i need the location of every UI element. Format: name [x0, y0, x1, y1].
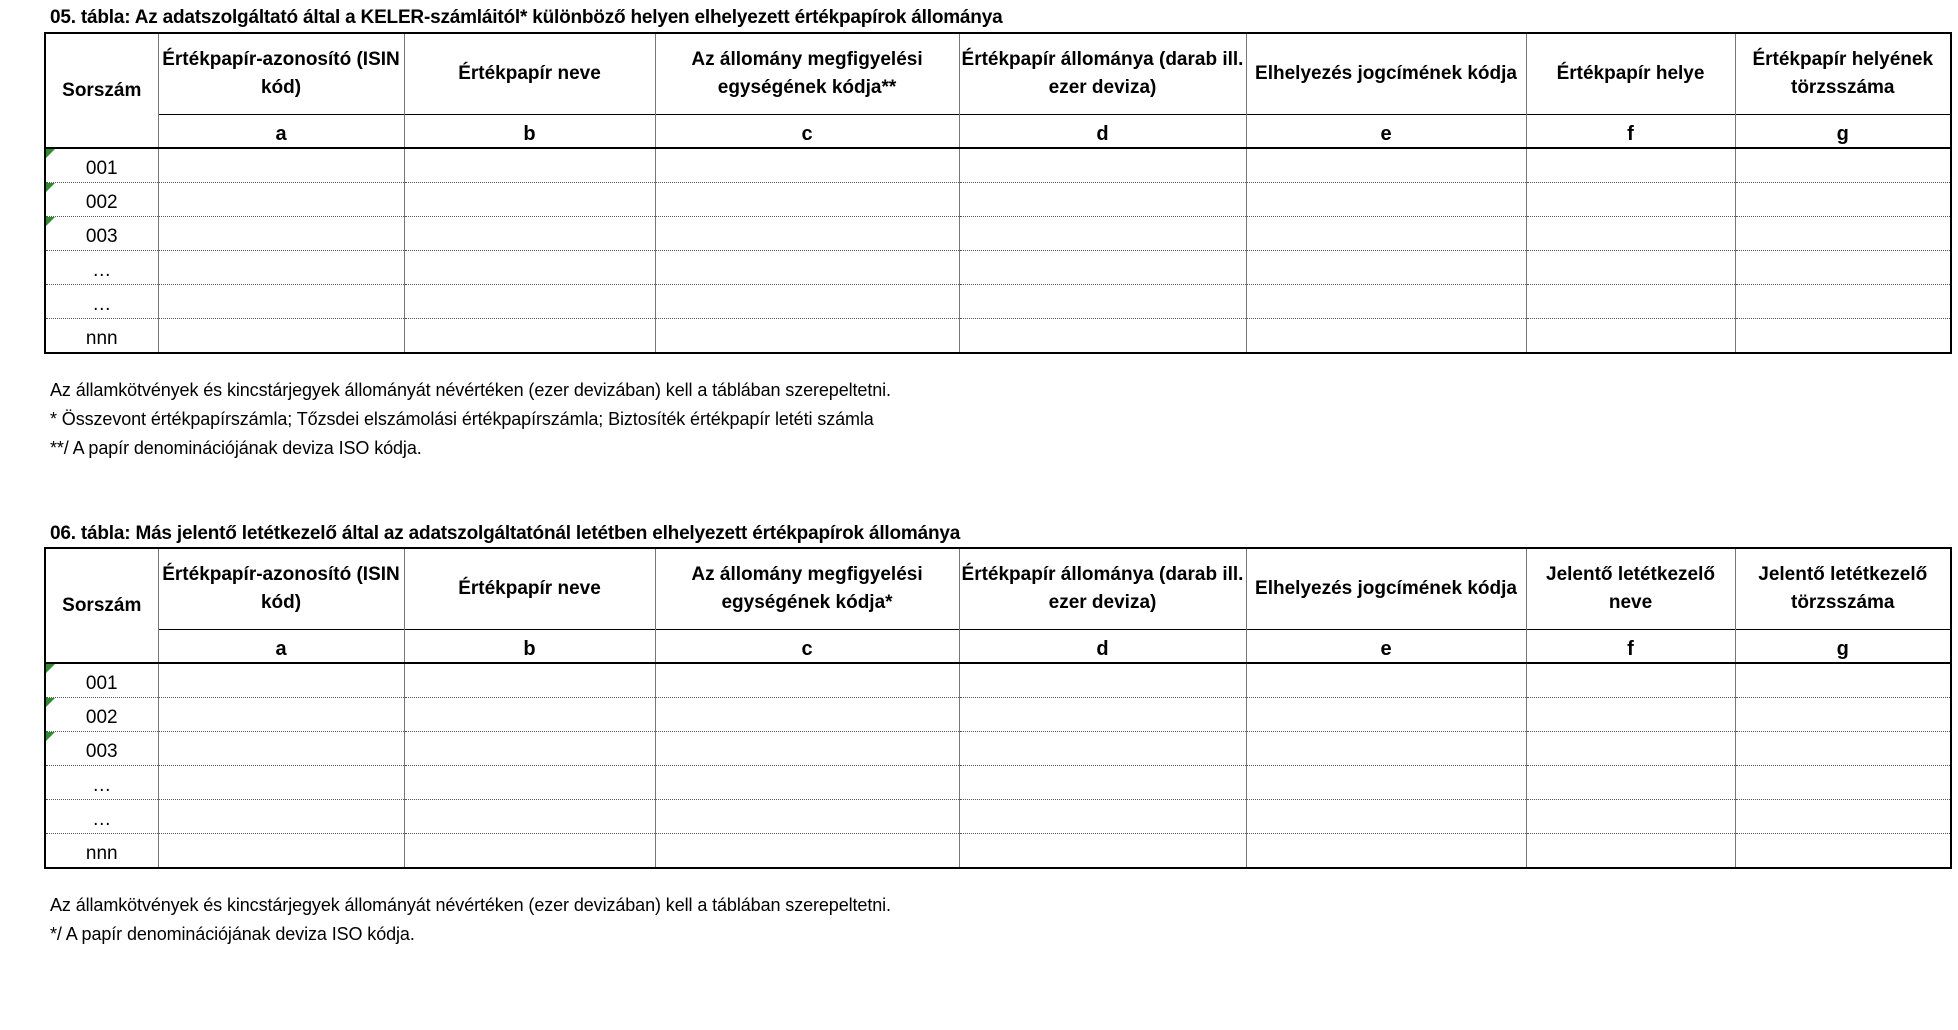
data-cell[interactable]	[959, 834, 1246, 869]
column-letter-e: e	[1246, 115, 1526, 149]
data-cell[interactable]	[959, 800, 1246, 834]
data-cell[interactable]	[1526, 834, 1735, 869]
data-cell[interactable]	[1246, 834, 1526, 869]
row-number	[45, 766, 158, 800]
row-number	[45, 148, 158, 183]
table-row	[45, 183, 1951, 217]
data-cell[interactable]	[1246, 800, 1526, 834]
data-cell[interactable]	[655, 285, 959, 319]
data-cell[interactable]	[1526, 251, 1735, 285]
data-cell[interactable]	[1526, 766, 1735, 800]
data-cell[interactable]	[1246, 766, 1526, 800]
data-cell[interactable]	[959, 766, 1246, 800]
data-cell[interactable]	[158, 319, 404, 354]
data-cell[interactable]	[655, 251, 959, 285]
row-number	[45, 217, 158, 251]
table-05-note-1: Az államkötvények és kincstárjegyek állományát névértéken (ezer devizában) kell a táblában szerepeltetni.	[50, 380, 891, 400]
header-security-location: Értékpapír helye	[1526, 33, 1735, 115]
data-cell[interactable]	[1526, 663, 1735, 698]
data-cell[interactable]	[655, 663, 959, 698]
data-cell[interactable]	[1526, 183, 1735, 217]
data-cell[interactable]	[158, 148, 404, 183]
header-custodian-registry-number: Jelentő letétkezelő törzsszáma	[1735, 548, 1951, 630]
column-letter-g: g	[1735, 115, 1951, 149]
data-cell[interactable]	[1526, 217, 1735, 251]
data-cell[interactable]	[1735, 319, 1951, 354]
data-cell[interactable]	[655, 766, 959, 800]
table-row	[45, 732, 1951, 766]
data-cell[interactable]	[404, 834, 655, 869]
note-indicator-icon	[46, 183, 55, 192]
data-cell[interactable]	[404, 148, 655, 183]
data-cell[interactable]	[404, 285, 655, 319]
table-row	[45, 698, 1951, 732]
row-number-label: nnn	[85, 843, 118, 864]
data-cell[interactable]	[959, 732, 1246, 766]
column-letter-g: g	[1735, 630, 1951, 664]
row-number	[45, 834, 158, 869]
row-number-label: 001	[85, 673, 118, 694]
data-cell[interactable]	[404, 698, 655, 732]
table-row	[45, 800, 1951, 834]
data-cell[interactable]	[158, 698, 404, 732]
note-indicator-icon	[46, 664, 55, 673]
data-cell[interactable]	[1735, 285, 1951, 319]
data-cell[interactable]	[959, 217, 1246, 251]
data-cell[interactable]	[1735, 663, 1951, 698]
data-cell[interactable]	[404, 766, 655, 800]
column-letter-a: a	[158, 630, 404, 664]
row-number-label: 001	[85, 158, 118, 179]
column-letter-f: f	[1526, 115, 1735, 149]
data-cell[interactable]	[959, 663, 1246, 698]
data-cell[interactable]	[404, 319, 655, 354]
row-number	[45, 251, 158, 285]
data-cell[interactable]	[158, 183, 404, 217]
table-row	[45, 319, 1951, 354]
header-sorszam: Sorszám	[45, 548, 158, 663]
data-cell[interactable]	[404, 183, 655, 217]
note-indicator-icon	[46, 732, 55, 741]
header-security-name: Értékpapír neve	[404, 33, 655, 115]
row-number-label: nnn	[85, 328, 118, 349]
data-cell[interactable]	[959, 285, 1246, 319]
header-placement-code: Elhelyezés jogcímének kódja	[1246, 33, 1526, 115]
header-location-registry-number: Értékpapír helyének törzsszáma	[1735, 33, 1951, 115]
data-cell[interactable]	[158, 251, 404, 285]
table-05	[44, 32, 1952, 354]
data-cell[interactable]	[158, 800, 404, 834]
column-letter-e: e	[1246, 630, 1526, 664]
row-number	[45, 732, 158, 766]
header-holdings: Értékpapír állománya (darab ill. ezer deviza)	[959, 33, 1246, 115]
table-06-title: 06. tábla: Más jelentő letétkezelő által az adatszolgáltatónál letétben elhelyezett értékpapírok állománya	[50, 523, 961, 544]
data-cell[interactable]	[158, 217, 404, 251]
table-row	[45, 217, 1951, 251]
data-cell[interactable]	[959, 251, 1246, 285]
table-05-note-2: * Összevont értékpapírszámla; Tőzsdei elszámolási értékpapírszámla; Biztosíték értékpapír letéti számla	[50, 409, 874, 429]
data-cell[interactable]	[404, 663, 655, 698]
table-05-title: 05. tábla: Az adatszolgáltató által a KELER-számláitól* különböző helyen elhelyezett értékpapírok állománya	[50, 7, 1003, 28]
note-indicator-icon	[46, 698, 55, 707]
data-cell[interactable]	[158, 766, 404, 800]
data-cell[interactable]	[1735, 148, 1951, 183]
column-letter-d: d	[959, 115, 1246, 149]
data-cell[interactable]	[1526, 698, 1735, 732]
data-cell[interactable]	[1246, 698, 1526, 732]
data-cell[interactable]	[1246, 217, 1526, 251]
row-number	[45, 183, 158, 217]
table-row	[45, 285, 1951, 319]
data-cell[interactable]	[959, 183, 1246, 217]
data-cell[interactable]	[1735, 834, 1951, 869]
table-06-note-2: */ A papír denominációjának deviza ISO kódja.	[50, 924, 415, 944]
column-letter-d: d	[959, 630, 1246, 664]
data-cell[interactable]	[1246, 732, 1526, 766]
data-cell[interactable]	[959, 698, 1246, 732]
data-cell[interactable]	[1246, 148, 1526, 183]
data-cell[interactable]	[1526, 319, 1735, 354]
header-holdings: Értékpapír állománya (darab ill. ezer deviza)	[959, 548, 1246, 630]
row-number-label: 003	[85, 741, 118, 762]
table-05-note-3: **/ A papír denominációjának deviza ISO kódja.	[50, 438, 422, 458]
row-number	[45, 800, 158, 834]
data-cell[interactable]	[1735, 732, 1951, 766]
row-number	[45, 285, 158, 319]
header-sorszam: Sorszám	[45, 33, 158, 148]
data-cell[interactable]	[1526, 285, 1735, 319]
table-row	[45, 766, 1951, 800]
data-cell[interactable]	[1735, 217, 1951, 251]
header-isin: Értékpapír-azonosító (ISIN kód)	[158, 548, 404, 630]
row-number	[45, 698, 158, 732]
note-indicator-icon	[46, 149, 55, 158]
column-letter-b: b	[404, 630, 655, 664]
note-indicator-icon	[46, 217, 55, 226]
data-cell[interactable]	[404, 732, 655, 766]
row-number-label: …	[92, 809, 112, 830]
data-cell[interactable]	[404, 217, 655, 251]
data-cell[interactable]	[1246, 663, 1526, 698]
row-number	[45, 319, 158, 354]
header-observation-unit-code: Az állomány megfigyelési egységének kódja**	[655, 33, 959, 115]
header-security-name: Értékpapír neve	[404, 548, 655, 630]
data-cell[interactable]	[158, 732, 404, 766]
data-cell[interactable]	[1246, 285, 1526, 319]
data-cell[interactable]	[158, 663, 404, 698]
data-cell[interactable]	[1735, 183, 1951, 217]
data-cell[interactable]	[655, 834, 959, 869]
data-cell[interactable]	[1735, 766, 1951, 800]
table-row	[45, 834, 1951, 869]
table-row	[45, 663, 1951, 698]
data-cell[interactable]	[959, 319, 1246, 354]
data-cell[interactable]	[1526, 732, 1735, 766]
data-cell[interactable]	[655, 732, 959, 766]
data-cell[interactable]	[1246, 319, 1526, 354]
data-cell[interactable]	[1735, 800, 1951, 834]
data-cell[interactable]	[1246, 183, 1526, 217]
data-cell[interactable]	[158, 285, 404, 319]
data-cell[interactable]	[404, 800, 655, 834]
data-cell[interactable]	[158, 834, 404, 869]
data-cell[interactable]	[1246, 251, 1526, 285]
table-06-note-1: Az államkötvények és kincstárjegyek állományát névértéken (ezer devizában) kell a táblában szerepeltetni.	[50, 895, 891, 915]
header-observation-unit-code: Az állomány megfigyelési egységének kódja*	[655, 548, 959, 630]
data-cell[interactable]	[1526, 148, 1735, 183]
row-number-label: …	[92, 260, 112, 281]
data-cell[interactable]	[959, 148, 1246, 183]
data-cell[interactable]	[655, 800, 959, 834]
column-letter-f: f	[1526, 630, 1735, 664]
column-letter-c: c	[655, 115, 959, 149]
data-cell[interactable]	[655, 148, 959, 183]
data-cell[interactable]	[655, 319, 959, 354]
data-cell[interactable]	[1526, 800, 1735, 834]
table-row	[45, 251, 1951, 285]
column-letter-b: b	[404, 115, 655, 149]
column-letter-c: c	[655, 630, 959, 664]
data-cell[interactable]	[404, 251, 655, 285]
data-cell[interactable]	[1735, 251, 1951, 285]
data-cell[interactable]	[1735, 698, 1951, 732]
table-row	[45, 148, 1951, 183]
row-number-label: 002	[85, 192, 118, 213]
row-number-label: 002	[85, 707, 118, 728]
column-letter-a: a	[158, 115, 404, 149]
row-number-label: …	[92, 294, 112, 315]
row-number	[45, 663, 158, 698]
row-number-label: …	[92, 775, 112, 796]
header-custodian-name: Jelentő letétkezelő neve	[1526, 548, 1735, 630]
table-06	[44, 547, 1952, 869]
header-placement-code: Elhelyezés jogcímének kódja	[1246, 548, 1526, 630]
row-number-label: 003	[85, 226, 118, 247]
data-cell[interactable]	[655, 183, 959, 217]
header-isin: Értékpapír-azonosító (ISIN kód)	[158, 33, 404, 115]
data-cell[interactable]	[655, 698, 959, 732]
data-cell[interactable]	[655, 217, 959, 251]
